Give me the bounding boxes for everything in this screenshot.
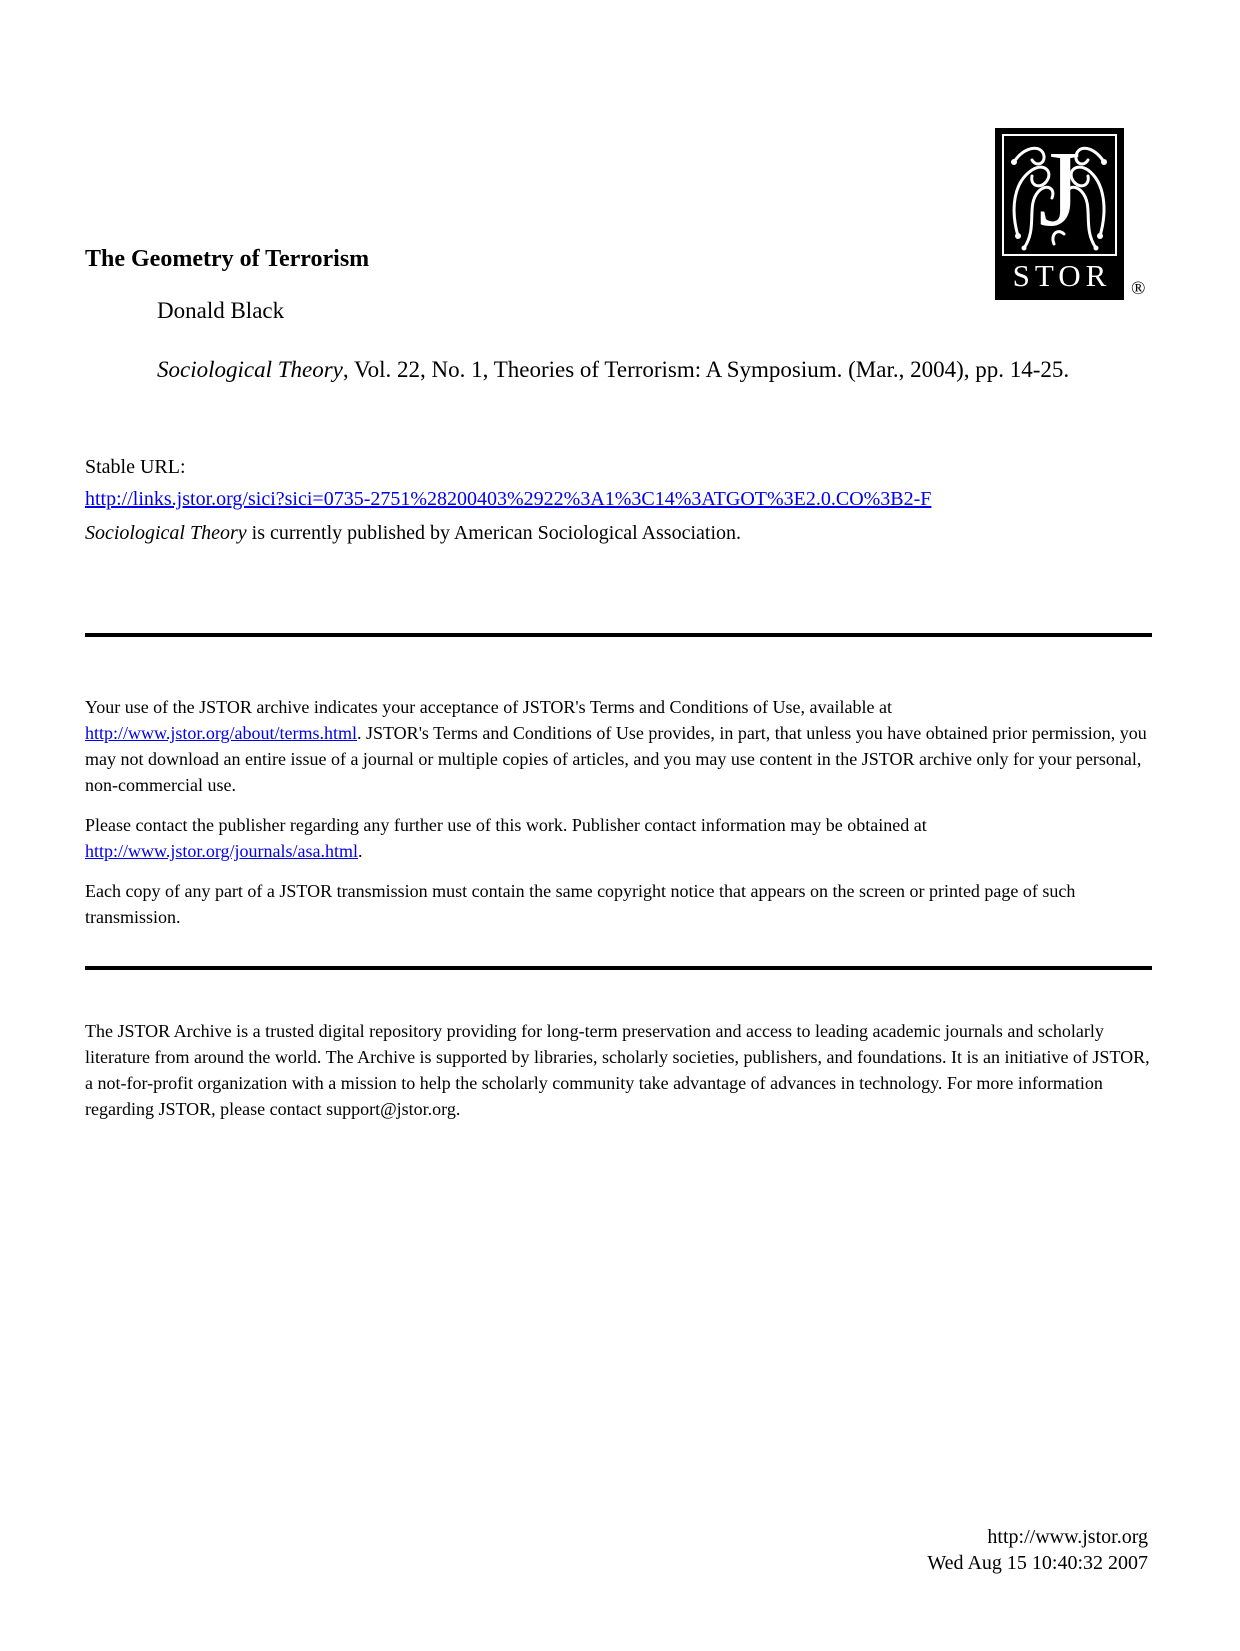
citation-details: , Vol. 22, No. 1, Theories of Terrorism: A Symposium. (Mar., 2004), pp. 14-25. (342, 357, 1070, 382)
journal-title: Sociological Theory (85, 522, 247, 544)
copyright-notice-paragraph: Each copy of any part of a JSTOR transmission must contain the same copyright notice that appears on the screen or printed page of such transmission. (85, 881, 1076, 927)
logo-letter-j: J (1038, 130, 1081, 249)
publisher-contact-paragraph (85, 812, 1155, 864)
logo-stor-text: STOR (1012, 258, 1112, 293)
registered-trademark-symbol: ® (1131, 278, 1146, 299)
terms-paragraph (85, 694, 1155, 798)
terms-text-before: Your use of the JSTOR archive indicates your acceptance of JSTOR's Terms and Conditions of Use, available at (85, 697, 892, 717)
footer-timestamp: Wed Aug 15 10:40:32 2007 (927, 1552, 1148, 1574)
divider (85, 633, 1152, 637)
stable-url-link[interactable]: http://links.jstor.org/sici?sici=0735-2751%28200403%2922%3A1%3C14%3ATGOT%3E2.0.CO%3B2-F (85, 488, 932, 510)
footer-url: http://www.jstor.org (987, 1526, 1148, 1548)
article-author: Donald Black (157, 298, 285, 323)
jstor-logo (995, 128, 1124, 300)
stable-url-label: Stable URL: (85, 456, 186, 478)
article-title: The Geometry of Terrorism (85, 246, 370, 272)
published-by-line (85, 522, 741, 545)
contact-text-before: Please contact the publisher regarding any further use of this work. Publisher contact information may be obtained at (85, 815, 927, 835)
jstor-archive-paragraph: The JSTOR Archive is a trusted digital repository providing for long-term preservation and access to leading academic journals and scholarly literature from around the world. The Archive is supported by libraries, scholarly societies, publishers, and foundations. It is an initiative of JSTOR, a not-for-profit organization with a mission to help the scholarly community take advantage of advances in technology. For more information regarding JSTOR, please contact support@jstor.org. (85, 1021, 1150, 1119)
page-footer (927, 1524, 1148, 1576)
article-citation (157, 355, 1097, 385)
journal-title: Sociological Theory (157, 357, 343, 382)
published-by-text: is currently published by American Sociological Association. (246, 522, 741, 544)
terms-text-after: . JSTOR's Terms and Conditions of Use provides, in part, that unless you have obtained prior permission, you may not download an entire issue of a journal or multiple copies of articles, and you may use content in the JSTOR archive only for your personal, non-commercial use. (85, 723, 1147, 795)
divider (85, 966, 1152, 970)
terms-link[interactable]: http://www.jstor.org/about/terms.html (85, 723, 357, 743)
contact-text-after: . (358, 841, 363, 861)
publisher-journal-link[interactable]: http://www.jstor.org/journals/asa.html (85, 841, 358, 861)
